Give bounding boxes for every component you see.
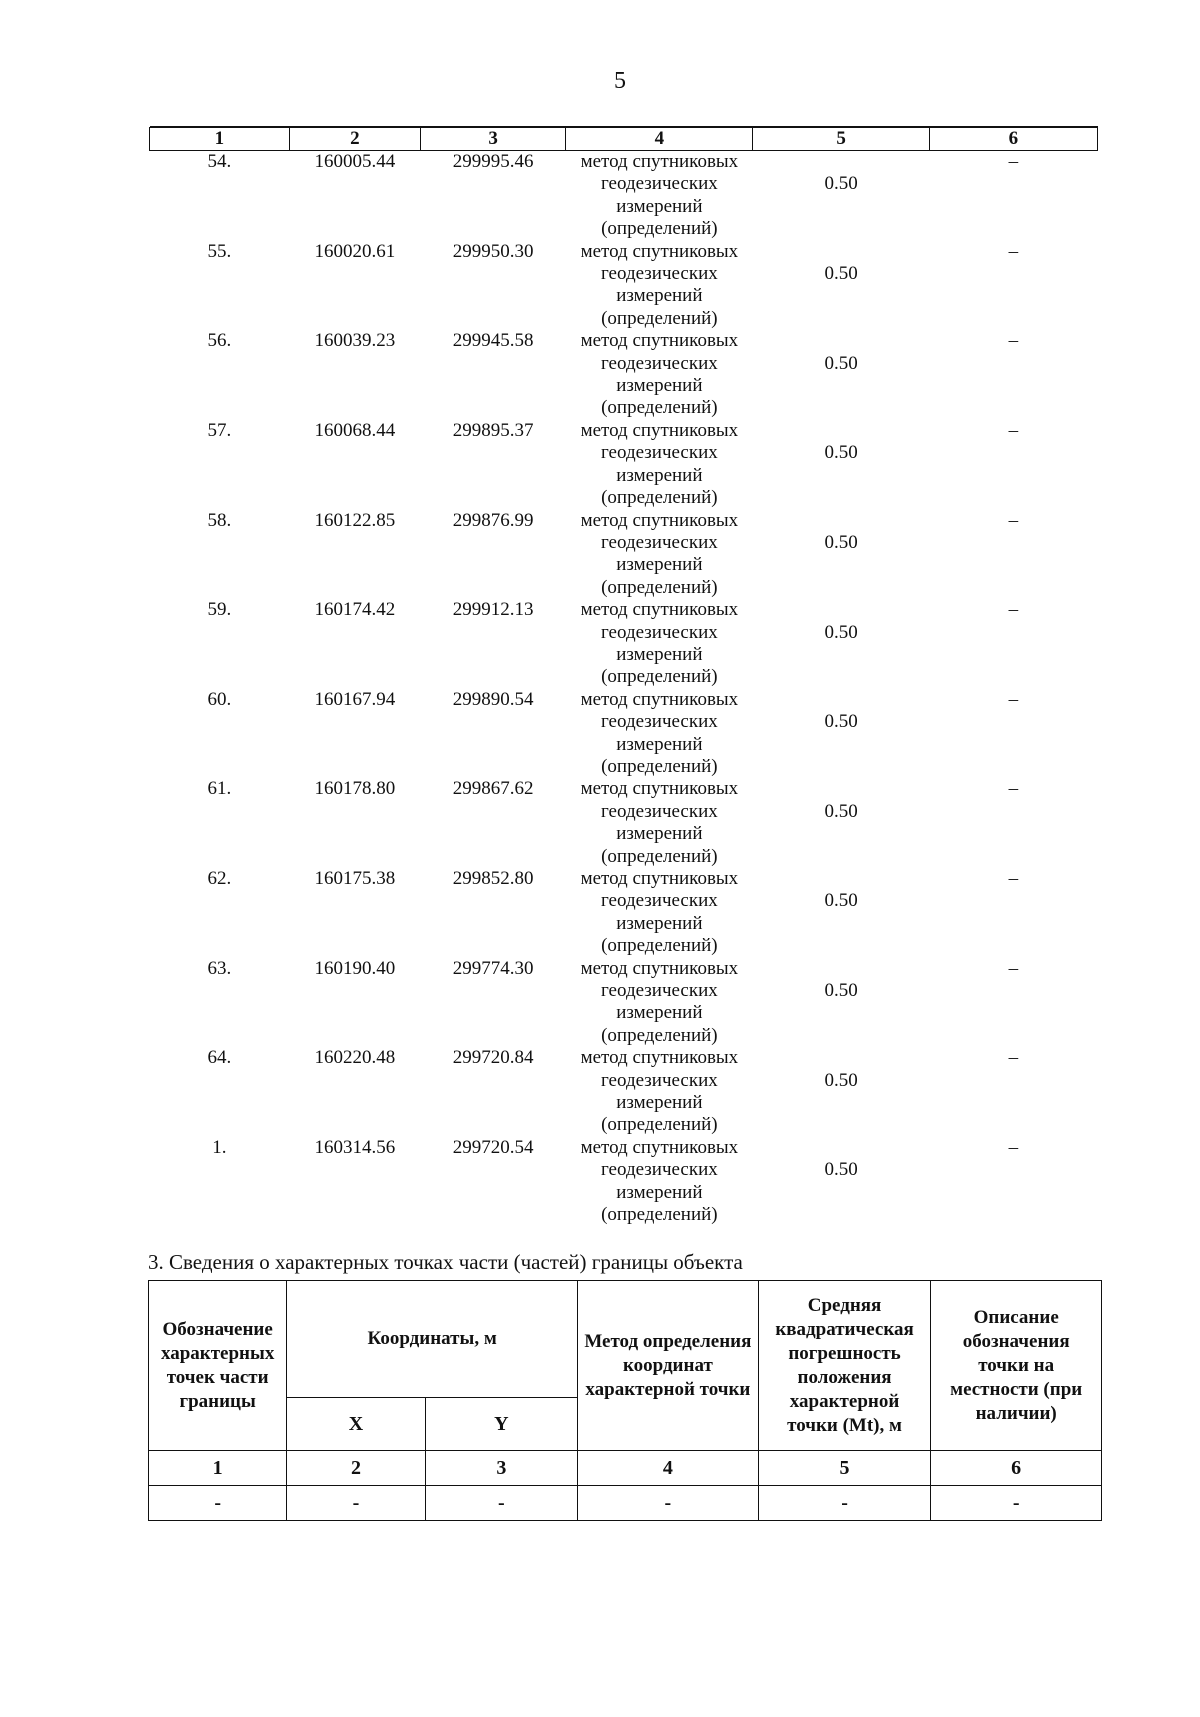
method-line: (определений) (601, 576, 718, 598)
x-coordinate-cell: 160068.44 (314, 419, 396, 441)
method-line: метод спутниковых (580, 1136, 739, 1158)
method-line: (определений) (601, 1114, 718, 1136)
mean-error-cell (753, 151, 929, 241)
mean-error-value: 0.50 (824, 442, 858, 464)
method-cell (566, 241, 753, 331)
coordinates-table (149, 126, 1098, 1227)
mean-error-value: 0.50 (824, 531, 858, 553)
point-id-cell: 64. (207, 1047, 232, 1069)
header-cell-4: 4 (566, 128, 753, 151)
method-cell (566, 689, 753, 779)
table-row (150, 778, 1098, 868)
x-coordinate-cell: 160178.80 (314, 778, 396, 800)
mean-error-value: 0.50 (824, 352, 858, 374)
description-cell: – (1008, 688, 1019, 710)
mean-error-value: 0.50 (824, 890, 858, 912)
y-coordinate-cell: 299890.54 (452, 688, 534, 710)
mean-error-cell (753, 1047, 929, 1137)
mean-error-value: 0.50 (824, 711, 858, 733)
number-cell: 1 (149, 1451, 287, 1486)
header-cell-2: 2 (289, 128, 420, 151)
table-cell: - (578, 1486, 759, 1521)
method-line: геодезических (601, 800, 718, 822)
method-line: геодезических (601, 621, 718, 643)
header-cell-6: 6 (929, 128, 1097, 151)
table-cell: - (931, 1486, 1102, 1521)
method-line: измерений (616, 375, 703, 397)
description-cell: – (1008, 778, 1019, 800)
description-cell: – (1008, 151, 1019, 172)
method-line: метод спутниковых (580, 957, 739, 979)
method-cell (566, 599, 753, 689)
x-coordinate-cell: 160020.61 (314, 240, 396, 262)
mean-error-value: 0.50 (824, 980, 858, 1002)
header-cell-1: 1 (150, 128, 290, 151)
point-id-cell: 1. (212, 1136, 227, 1158)
mean-error-value: 0.50 (824, 1069, 858, 1091)
method-cell (566, 510, 753, 600)
y-coordinate-cell: 299876.99 (452, 509, 534, 531)
mean-error-cell (753, 599, 929, 689)
header-cell-3: 3 (421, 128, 566, 151)
point-id-cell: 60. (207, 688, 232, 710)
y-coordinate-cell: 299895.37 (452, 419, 534, 441)
method-line: метод спутниковых (580, 509, 739, 531)
y-coordinate-cell: 299720.54 (452, 1136, 534, 1158)
method-line: геодезических (601, 1069, 718, 1091)
x-coordinate-cell: 160122.85 (314, 509, 396, 531)
number-cell: 4 (578, 1451, 759, 1486)
table-row (150, 241, 1098, 331)
method-line: геодезических (601, 711, 718, 733)
mean-error-value: 0.50 (824, 800, 858, 822)
method-line: (определений) (601, 1024, 718, 1046)
method-line: измерений (616, 1002, 703, 1024)
number-cell: 2 (287, 1451, 425, 1486)
table-row (150, 1137, 1098, 1227)
page-number: 5 (614, 68, 626, 94)
x-coordinate-cell: 160174.42 (314, 599, 396, 621)
description-cell: – (1008, 957, 1019, 979)
method-line: геодезических (601, 442, 718, 464)
table-row (150, 958, 1098, 1048)
table-row (150, 1047, 1098, 1137)
header-coordinates: Координаты, м (287, 1281, 578, 1398)
point-id-cell: 54. (207, 151, 232, 172)
table-row (150, 868, 1098, 958)
point-id-cell: 58. (207, 509, 232, 531)
number-cell: 6 (931, 1451, 1102, 1486)
mean-error-cell (753, 868, 929, 958)
table-row (150, 330, 1098, 420)
mean-error-cell (753, 420, 929, 510)
method-line: (определений) (601, 487, 718, 509)
description-cell: – (1008, 599, 1019, 621)
method-cell (566, 1047, 753, 1137)
point-id-cell: 59. (207, 599, 232, 621)
description-cell: – (1008, 868, 1019, 889)
method-line: измерений (616, 285, 703, 307)
method-cell (566, 868, 753, 958)
mean-error-cell (753, 330, 929, 420)
y-coordinate-cell: 299912.13 (452, 599, 534, 621)
method-line: метод спутниковых (580, 151, 739, 172)
method-line: (определений) (601, 755, 718, 777)
point-id-cell: 55. (207, 240, 232, 262)
description-cell: – (1008, 419, 1019, 441)
y-coordinate-cell: 299945.58 (452, 330, 534, 352)
method-line: измерений (616, 733, 703, 755)
table-row (150, 420, 1098, 510)
table-header-row (149, 1281, 1102, 1398)
x-coordinate-cell: 160005.44 (314, 151, 396, 172)
method-line: метод спутниковых (580, 240, 739, 262)
y-coordinate-cell: 299774.30 (452, 957, 534, 979)
method-line: измерений (616, 195, 703, 217)
method-line: метод спутниковых (580, 688, 739, 710)
method-cell (566, 420, 753, 510)
number-cell: 3 (425, 1451, 577, 1486)
method-line: геодезических (601, 263, 718, 285)
table-cell: - (425, 1486, 577, 1521)
method-line: метод спутниковых (580, 419, 739, 441)
y-coordinate-cell: 299867.62 (452, 778, 534, 800)
description-cell: – (1008, 330, 1019, 352)
method-cell (566, 330, 753, 420)
method-line: (определений) (601, 1204, 718, 1226)
method-line: измерений (616, 643, 703, 665)
y-coordinate-cell: 299852.80 (452, 868, 534, 889)
table-row (149, 1486, 1102, 1521)
table-row (150, 599, 1098, 689)
header-description: Описание обозначения точки на местности (при наличии) (931, 1281, 1102, 1451)
mean-error-value: 0.50 (824, 173, 858, 195)
x-coordinate-cell: 160039.23 (314, 330, 396, 352)
point-id-cell: 61. (207, 778, 232, 800)
number-cell: 5 (758, 1451, 931, 1486)
y-coordinate-cell: 299995.46 (452, 151, 534, 172)
method-line: (определений) (601, 307, 718, 329)
table-row (150, 510, 1098, 600)
x-coordinate-cell: 160190.40 (314, 957, 396, 979)
method-line: измерений (616, 554, 703, 576)
table-row (150, 151, 1098, 241)
method-cell (566, 958, 753, 1048)
method-line: измерений (616, 1181, 703, 1203)
header-method: Метод определения координат характерной точки (578, 1281, 759, 1451)
header-y: Y (425, 1398, 577, 1451)
mean-error-cell (753, 958, 929, 1048)
header-point-designation: Обозначение характерных точек части границы (149, 1281, 287, 1451)
y-coordinate-cell: 299720.84 (452, 1047, 534, 1069)
table-cell: - (758, 1486, 931, 1521)
description-cell: – (1008, 509, 1019, 531)
point-id-cell: 57. (207, 419, 232, 441)
header-cell-5: 5 (753, 128, 929, 151)
description-cell: – (1008, 1136, 1019, 1158)
mean-error-cell (753, 778, 929, 868)
x-coordinate-cell: 160175.38 (314, 868, 396, 889)
method-line: (определений) (601, 666, 718, 688)
point-id-cell: 63. (207, 957, 232, 979)
method-cell (566, 778, 753, 868)
mean-error-cell (753, 241, 929, 331)
mean-error-cell (753, 689, 929, 779)
mean-error-cell (753, 510, 929, 600)
x-coordinate-cell: 160220.48 (314, 1047, 396, 1069)
header-x: X (287, 1398, 425, 1451)
method-line: геодезических (601, 890, 718, 912)
table-header-row (150, 128, 1098, 151)
point-id-cell: 62. (207, 868, 232, 889)
method-cell (566, 1137, 753, 1227)
method-line: геодезических (601, 980, 718, 1002)
x-coordinate-cell: 160314.56 (314, 1136, 396, 1158)
method-line: измерений (616, 912, 703, 934)
method-line: метод спутниковых (580, 599, 739, 621)
method-line: метод спутниковых (580, 1047, 739, 1069)
method-line: геодезических (601, 1159, 718, 1181)
table-cell: - (287, 1486, 425, 1521)
method-line: измерений (616, 464, 703, 486)
method-line: геодезических (601, 173, 718, 195)
mean-error-cell (753, 1137, 929, 1227)
method-line: (определений) (601, 218, 718, 240)
part-boundary-table (148, 1280, 1102, 1521)
description-cell: – (1008, 1047, 1019, 1069)
method-cell (566, 151, 753, 241)
method-line: геодезических (601, 352, 718, 374)
method-line: (определений) (601, 845, 718, 867)
point-id-cell: 56. (207, 330, 232, 352)
table-cell: - (149, 1486, 287, 1521)
method-line: метод спутниковых (580, 330, 739, 352)
method-line: измерений (616, 823, 703, 845)
table-row (149, 1451, 1102, 1486)
method-line: (определений) (601, 935, 718, 957)
table-row (150, 689, 1098, 779)
mean-error-value: 0.50 (824, 1159, 858, 1181)
method-line: (определений) (601, 397, 718, 419)
description-cell: – (1008, 240, 1019, 262)
y-coordinate-cell: 299950.30 (452, 240, 534, 262)
header-mean-error: Средняя квадратическая погрешность положения характерной точки (Mt), м (758, 1281, 931, 1451)
method-line: измерений (616, 1092, 703, 1114)
section-3-title: 3. Сведения о характерных точках части (частей) границы объекта (148, 1250, 743, 1274)
x-coordinate-cell: 160167.94 (314, 688, 396, 710)
mean-error-value: 0.50 (824, 621, 858, 643)
method-line: метод спутниковых (580, 868, 739, 889)
method-line: геодезических (601, 531, 718, 553)
mean-error-value: 0.50 (824, 263, 858, 285)
method-line: метод спутниковых (580, 778, 739, 800)
